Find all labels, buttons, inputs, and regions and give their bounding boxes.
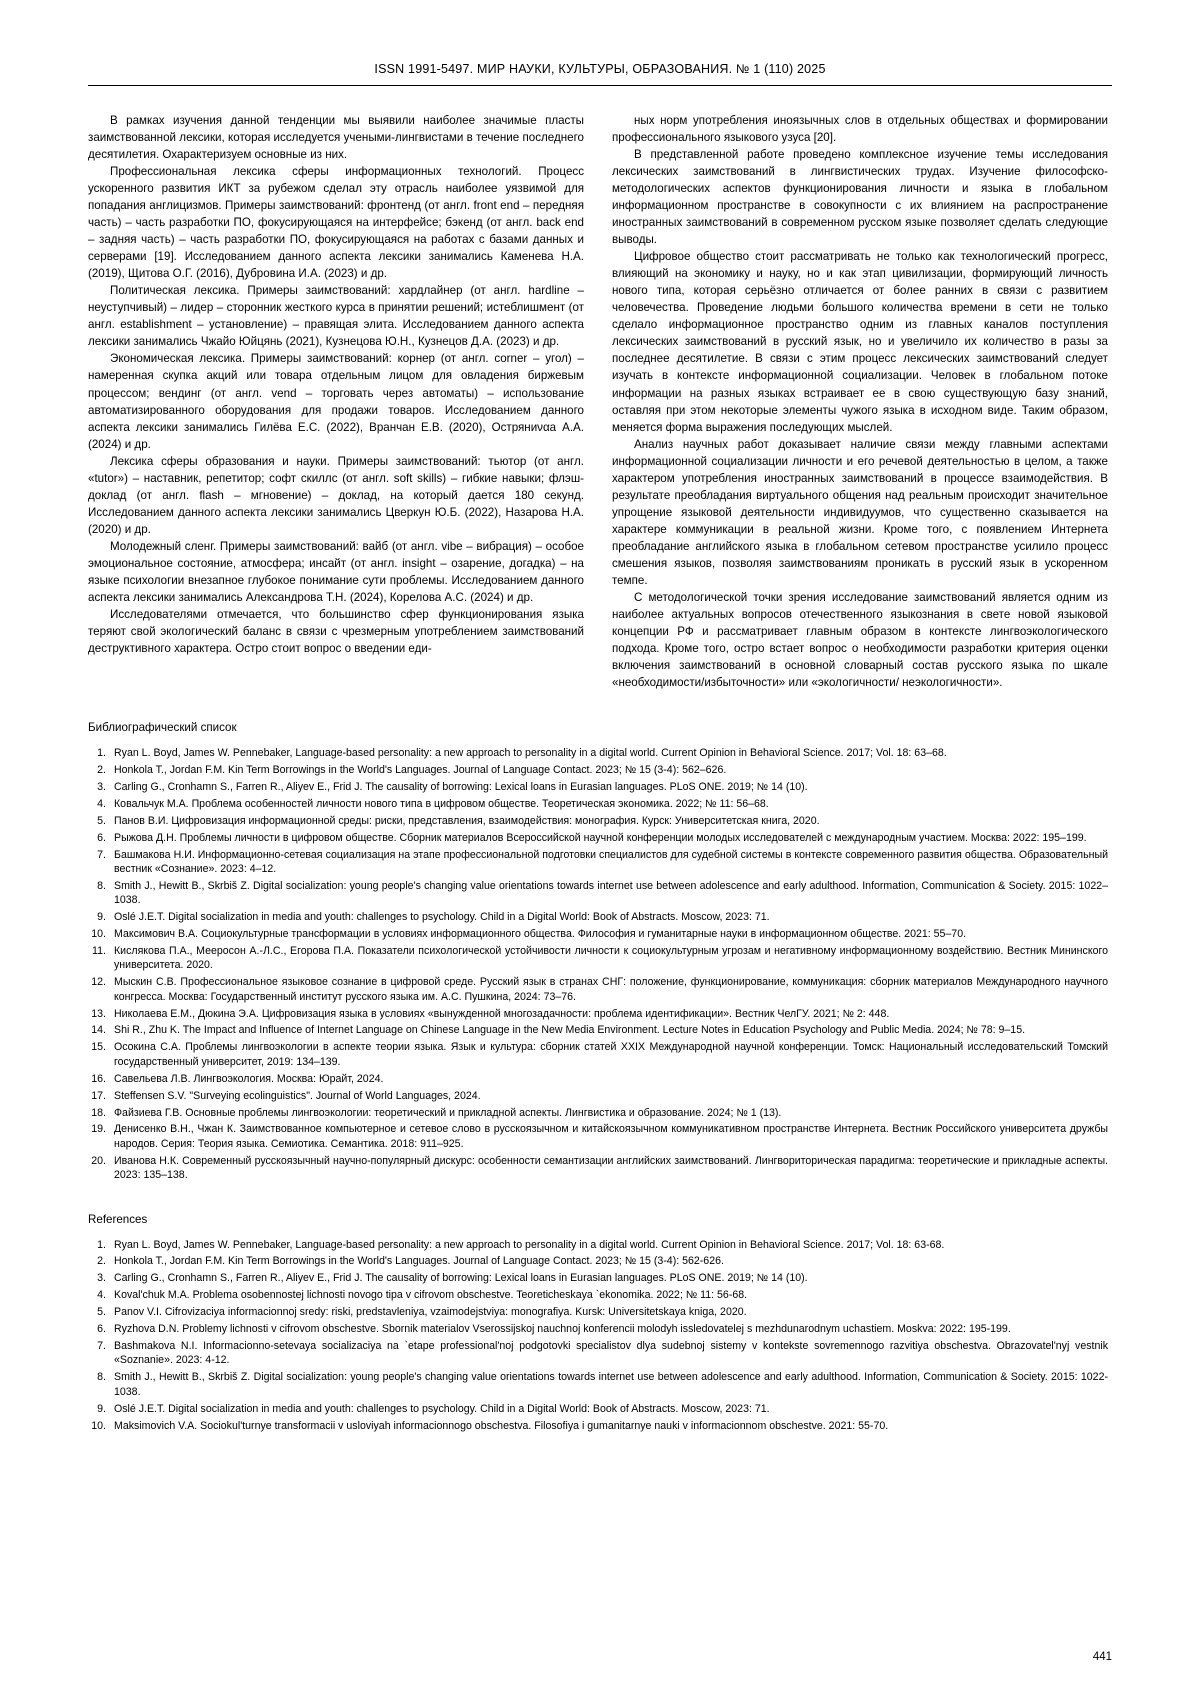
list-item <box>88 1007 1108 1021</box>
ref-number: 6. <box>97 1323 106 1336</box>
ref-text: Максимович В.А. Социокультурные трансформации в условиях информационного общества. Философия и гуманитарные науки в информационном обществе. 2021: 55–70. <box>114 928 967 941</box>
ref-number: 2. <box>97 763 106 776</box>
ref-number: 11. <box>92 944 106 957</box>
list-item <box>88 763 1108 777</box>
ref-number: 3. <box>97 1272 106 1285</box>
list-item <box>88 780 1108 794</box>
ref-number: 4. <box>97 797 106 810</box>
ref-text: Carling G., Cronhamn S., Farren R., Aliyev E., Frid J. The causality of borrowing: Lexical loans in Eurasian languages. PLoS ONE. 2019; № 14 (10). <box>114 780 808 793</box>
ref-text: Smith J., Hewitt B., Skrbiš Z. Digital socialization: young people's changing value orientations towards internet use between adolescence and early adulthood. Information, Communication & Society. 2015: 1022-1038. <box>114 1371 1108 1398</box>
list-item <box>88 1154 1108 1183</box>
ref-text: Panov V.I. Cifrovizaciya informacionnoj sredy: riski, predstavleniya, vzaimodejstviya: monografiya. Kursk: Universitetskaya kniga, 2020. <box>114 1306 747 1319</box>
ref-number: 5. <box>97 814 106 827</box>
bibliography-title: Библиографический список <box>88 721 237 735</box>
ref-number: 2. <box>97 1255 106 1268</box>
ref-number: 9. <box>97 1402 106 1415</box>
paragraph: Цифровое общество стоит рассматривать не только как технологический прогресс, влияющий на экономику и науку, но и как этап цивилизации, формирующий личность нового типа, которая серьёзно отличается от более ранних в связи с развитием человечества. Проведение людьми большого количества времени в сети не только сделало информационное пространство одним из главных каналов поступления лексических заимствований в русский язык, но и увеличило их количество в разы за последнее десятилетие. В связи с этим процесс лексических заимствований следует изучать в контексте информационной социализации. Человек в глобальном потоке информации на разных языках встраивает ее в свою существующую базу знаний, оставляя при этом некоторые элементы чужого языка в исходном виде. Таким образом, меняется форма выражения последующих мыслей. <box>612 250 1108 434</box>
ref-text: Башмакова Н.И. Информационно-сетевая социализация на этапе профессиональной подготовки специалистов для судебной системы в контексте современного развития общества. Образовательный вестник «Сознание». 2023: 4–12. <box>114 848 1108 875</box>
ref-text: Савельева Л.В. Лингвоэкология. Москва: Юрайт, 2024. <box>114 1072 384 1085</box>
ref-text: Кислякова П.А., Мееросон А.-Л.С., Егорова П.А. Показатели психологической устойчивости личности к социокультурным угрозам и негативному информационному воздействию. Вестник Мининского университета. 2020. <box>114 944 1108 972</box>
list-item <box>88 927 1108 941</box>
ref-text: Осокина С.А. Проблемы лингвоэкологии в аспекте теории языка. Язык и культура: сборник статей XXIX Международной научной конференции. Томск: Национальный исследовательский Томский государственный университет, 2019: 134–139. <box>114 1041 1108 1068</box>
ref-number: 12. <box>91 976 106 989</box>
ref-text: Файзиева Г.В. Основные проблемы лингвоэкологии: теоретический и прикладной аспекты. Лингвистика и образование. 2024; № 1 (13). <box>114 1106 782 1119</box>
ref-text: Ryan L. Boyd, James W. Pennebaker, Language-based personality: a new approach to personality in a digital world. Current Opinion in Behavioral Science. 2017; Vol. 18: 63-68. <box>114 1238 945 1251</box>
ref-text: Иванова Н.К. Современный русскоязычный научно-популярный дискурс: особенности семантизации английских заимствований. Лингвориторическая парадигма: теоретические и прикладные аспекты. 2023: 135–138. <box>114 1154 1108 1182</box>
ref-text: Koval'chuk M.A. Problema osobennostej lichnosti novogo tipa v cifrovom obschestve. Teoreticheskaya `ekonomika. 2022; № 11: 56-68. <box>114 1289 748 1302</box>
right-column <box>612 112 1108 691</box>
list-item <box>88 1254 1108 1268</box>
list-item <box>88 797 1108 811</box>
paragraph: Профессиональная лексика сферы информационных технологий. Процесс ускоренного развития ИКТ за рубежом сделал эту отрасль наиболее уязвимой для попадания англицизмов. Примеры заимствований: фронтенд (от англ. front end – передняя часть) – часть разработки ПО, фокусирующаяся на интерфейсе; бэкенд (от англ. back end – задняя часть) – часть разработки ПО, фокусирующаяся на работах с базами данных и серверами [19]. Исследованием данного аспекта лексики занимались Каменева Н.А. (2019), Щитова О.Г. (2016), Дубровина И.А. (2023) и др. <box>88 165 584 281</box>
list-item <box>88 1122 1108 1151</box>
ref-number: 20. <box>91 1154 106 1167</box>
ref-number: 4. <box>97 1289 106 1302</box>
ref-number: 8. <box>97 1371 106 1384</box>
list-item <box>88 746 1108 760</box>
ref-number: 1. <box>97 747 106 760</box>
list-item <box>88 1288 1108 1302</box>
ref-text: Денисенко В.Н., Чжан К. Заимствованное компьютерное и сетевое слово в русскоязычном и китайскоязычном коммуникативном пространстве Интернета. Вестник Российского университета дружбы народов. Серия: Теория языка. Семиотика. Семантика. 2018: 911–925. <box>114 1123 1108 1150</box>
paragraph: Анализ научных работ доказывает наличие связи между главными аспектами информационной социализации личности и его речевой деятельностью в целом, а также характером употребления иностранных заимствований в процессе взаимодействия. В результате преобладания виртуального общения над реальным происходит значительное упрощение языковой деятельности индивидуумов, что существенно сказывается на характере коммуникации в реальной жизни. Кроме того, с появлением Интернета преобладание английского языка в глобальном сетевом пространстве усилило процесс смешения языков, позволяя заимствованиям проникать в русский язык в ускоренном темпе. <box>612 437 1108 587</box>
list-item <box>88 944 1108 973</box>
ref-number: 10. <box>91 1419 106 1432</box>
list-item <box>88 814 1108 828</box>
ref-text: Мыскин С.В. Профессиональное языковое сознание в цифровой среде. Русский язык в странах СНГ: положение, функционирование, коммуникация: сборник материалов Международного научного конгресса. Москва: Государственный институт русского языка им. А.С. Пушкина, 2024: 73–76. <box>114 976 1108 1003</box>
list-item <box>88 1370 1108 1399</box>
list-item <box>88 1040 1108 1069</box>
left-column <box>88 112 584 657</box>
list-item <box>88 1089 1108 1103</box>
ref-number: 16. <box>91 1072 106 1085</box>
list-item <box>88 1023 1108 1037</box>
paragraph: Исследователями отмечается, что большинство сфер функционирования языка теряют свой экологический баланс в связи с чрезмерным употреблением заимствований деструктивного характера. Остро стоит вопрос о введении еди- <box>88 607 584 655</box>
ref-text: Smith J., Hewitt B., Skrbiš Z. Digital socialization: young people's changing value orientations towards internet use between adolescence and early adulthood. Information, Communication & Society. 2015: 1022–1038. <box>114 879 1108 907</box>
paragraph: Лексика сферы образования и науки. Примеры заимствований: тьютор (от англ. «tutor») – наставник, репетитор; софт скиллс (от англ. soft skills) – гибкие навыки; флэш-доклад (от англ. flash – мгновение) – доклад, на который дается 180 секунд. Исследованием данного аспекта лексики занимались Цверкун Ю.Б. (2022), Назарова Н.А. (2020) и др. <box>88 454 584 536</box>
ref-text: Ковальчук М.А. Проблема особенностей личности нового типа в цифровом обществе. Теоретическая экономика. 2022; № 11: 56–68. <box>114 797 769 810</box>
list-item <box>88 1419 1108 1433</box>
list-item <box>88 1238 1108 1252</box>
ref-text: Maksimovich V.A. Sociokul'turnye transformacii v usloviyah informacionnogo obschestva. Filosofiya i gumanitarnye nauki v informacionnom obschestve. 2021: 55-70. <box>114 1419 889 1432</box>
running-head: ISSN 1991-5497. МИР НАУКИ, КУЛЬТУРЫ, ОБРАЗОВАНИЯ. № 1 (110) 2025 <box>88 62 1112 86</box>
ref-text: Николаева Е.М., Дюкина Э.А. Цифровизация языка в условиях «вынужденной многозадачности: проблема идентификации». Вестник ЧелГУ. 2021; № 2: 448. <box>114 1007 890 1020</box>
ref-text: Honkola T., Jordan F.M. Kin Term Borrowings in the World's Languages. Journal of Language Contact. 2023; № 15 (3-4): 562–626. <box>114 763 727 776</box>
ref-number: 15. <box>91 1041 106 1054</box>
list-item <box>88 910 1108 924</box>
bibliography-list <box>88 746 1108 1182</box>
ref-number: 1. <box>97 1238 106 1251</box>
list-item <box>88 975 1108 1004</box>
ref-number: 14. <box>91 1024 106 1037</box>
list-item <box>88 1305 1108 1319</box>
ref-text: Bashmakova N.I. Informacionno-setevaya socializaciya na `etape professional'noj podgotovki specialistov dlya sudebnoj sistemy v kontekste sovremennogo razvitiya obschestva. Obrazovatel'nyj vestnik «Soznanie». 2023: 4-12. <box>114 1339 1108 1367</box>
ref-number: 5. <box>97 1306 106 1319</box>
ref-number: 19. <box>91 1123 106 1136</box>
ref-number: 18. <box>91 1106 106 1119</box>
paragraph: Молодежный сленг. Примеры заимствований: вайб (от англ. vibe – вибрация) – особое эмоциональное состояние, атмосфера; инсайт (от англ. insight – озарение, догадка) – на языке психологии внезапное глубокое понимание сути проблемы. Исследованием данного аспекта лексики занимались Александрова Т.Н. (2024), Корелова А.С. (2024) и др. <box>88 539 584 604</box>
ref-text: Oslé J.E.T. Digital socialization in media and youth: challenges to psychology. Child in a Digital World: Book of Abstracts. Moscow, 2023: 71. <box>114 911 770 924</box>
references-list <box>88 1238 1108 1433</box>
list-item <box>88 1322 1108 1336</box>
ref-text: Honkola T., Jordan F.M. Kin Term Borrowings in the World's Languages. Journal of Language Contact. 2023; № 15 (3-4): 562-626. <box>114 1255 724 1268</box>
ref-text: Ryan L. Boyd, James W. Pennebaker, Language-based personality: a new approach to personality in a digital world. Current Opinion in Behavioral Science. 2017; Vol. 18: 63–68. <box>114 747 947 760</box>
list-item <box>88 831 1108 845</box>
paragraph: В представленной работе проведено комплексное изучение темы исследования лексических заимствований в лингвистических трудах. Изучение философско-методологических аспектов функционирования личности и языка в глобальном информационном пространстве в совокупности с их влиянием на распространение иностранных заимствований в современном русском языке позволяет сделать следующие выводы. <box>612 148 1108 247</box>
ref-text: Панов В.И. Цифровизация информационной среды: риски, представления, взаимодействия: монография. Курск: Университетская книга, 2020. <box>114 814 820 827</box>
list-item <box>88 1072 1108 1086</box>
page-number: 441 <box>1092 1651 1112 1663</box>
ref-number: 17. <box>91 1089 106 1102</box>
paragraph: Экономическая лексика. Примеры заимствований: корнер (от англ. corner – угол) – намеренная скупка акций или товара отдельным лицом для овладения биржевым процессом; вендинг (от англ. vend – торговать через автоматы) – использование автоматизированного оборудования для продажи товаров. Исследованием данного аспекта лексики занимались Гилёва Е.С. (2022), Вранчан Е.В. (2020), Остряниναa А.А. (2024) и др. <box>88 352 584 451</box>
two-column-body <box>88 112 1112 691</box>
ref-number: 3. <box>97 780 106 793</box>
ref-number: 10. <box>91 928 106 941</box>
ref-text: Carling G., Cronhamn S., Farren R., Aliyev E., Frid J. The causality of borrowing: Lexical loans in Eurasian languages. PLoS ONE. 2019; № 14 (10). <box>114 1272 808 1285</box>
ref-number: 9. <box>97 911 106 924</box>
ref-number: 6. <box>97 831 106 844</box>
ref-number: 7. <box>97 1339 106 1352</box>
list-item <box>88 848 1108 877</box>
ref-text: Shi R., Zhu K. The Impact and Influence of Internet Language on Chinese Language in the New Media Environment. Lecture Notes in Education Psychology and Public Media. 2024; № 78: 9–15. <box>114 1024 1026 1037</box>
paragraph: В рамках изучения данной тенденции мы выявили наиболее значимые пласты заимствованной лексики, которая исследуется учеными-лингвистами в течение последнего десятилетия. Охарактеризуем основные из них. <box>88 114 584 162</box>
list-item <box>88 1402 1108 1416</box>
ref-number: 13. <box>91 1007 106 1020</box>
paragraph: ных норм употребления иноязычных слов в отдельных обществах и формировании профессионального языкового узуса [20]. <box>612 114 1108 145</box>
paragraph: Политическая лексика. Примеры заимствований: хардлайнер (от англ. hardline – неуступчивый) – лидер – сторонник жесткого курса в принятии решений; истеблишмент (от англ. establishment – установление) – правящая элита. Исследованием данного аспекта лексики занимались Чжайо Юйцянь (2021), Кузнецова Ю.Н., Кузнецов Д.А. (2023) и др. <box>88 284 584 349</box>
ref-text: Steffensen S.V. "Surveying ecolinguistics". Journal of World Languages, 2024. <box>114 1089 481 1102</box>
ref-text: Oslé J.E.T. Digital socialization in media and youth: challenges to psychology. Child in a Digital World: Book of Abstracts. Moscow, 2023: 71. <box>114 1402 770 1415</box>
ref-text: Рыжова Д.Н. Проблемы личности в цифровом обществе. Сборник материалов Всероссийской научной конференции молодых исследователей с международным участием. Москва: 2022: 195–199. <box>114 831 1087 844</box>
ref-text: Ryzhova D.N. Problemy lichnosti v cifrovom obschestve. Sbornik materialov Vserossijskoj nauchnoj konferencii molodyh issledovatelej s mezhdunarodnym uchastiem. Moskva: 2022: 195-199. <box>114 1323 1011 1336</box>
list-item <box>88 879 1108 908</box>
references-title: References <box>88 1212 148 1226</box>
paragraph: С методологической точки зрения исследование заимствований является одним из наиболее актуальных вопросов отечественного языкознания в свете новой языковой концепции РФ и рассматривает главным образом в контексте лингвоэкологического подхода. Кроме того, остро встает вопрос о необходимости разработки критерия оценки включения заимствований в основной словарный состав русского языка по шкале «необходимости/избыточности» или «экологичности/ неэкологичности». <box>612 590 1108 690</box>
ref-number: 8. <box>97 879 106 892</box>
list-item <box>88 1271 1108 1285</box>
ref-number: 7. <box>97 848 106 861</box>
list-item <box>88 1339 1108 1368</box>
list-item <box>88 1106 1108 1120</box>
